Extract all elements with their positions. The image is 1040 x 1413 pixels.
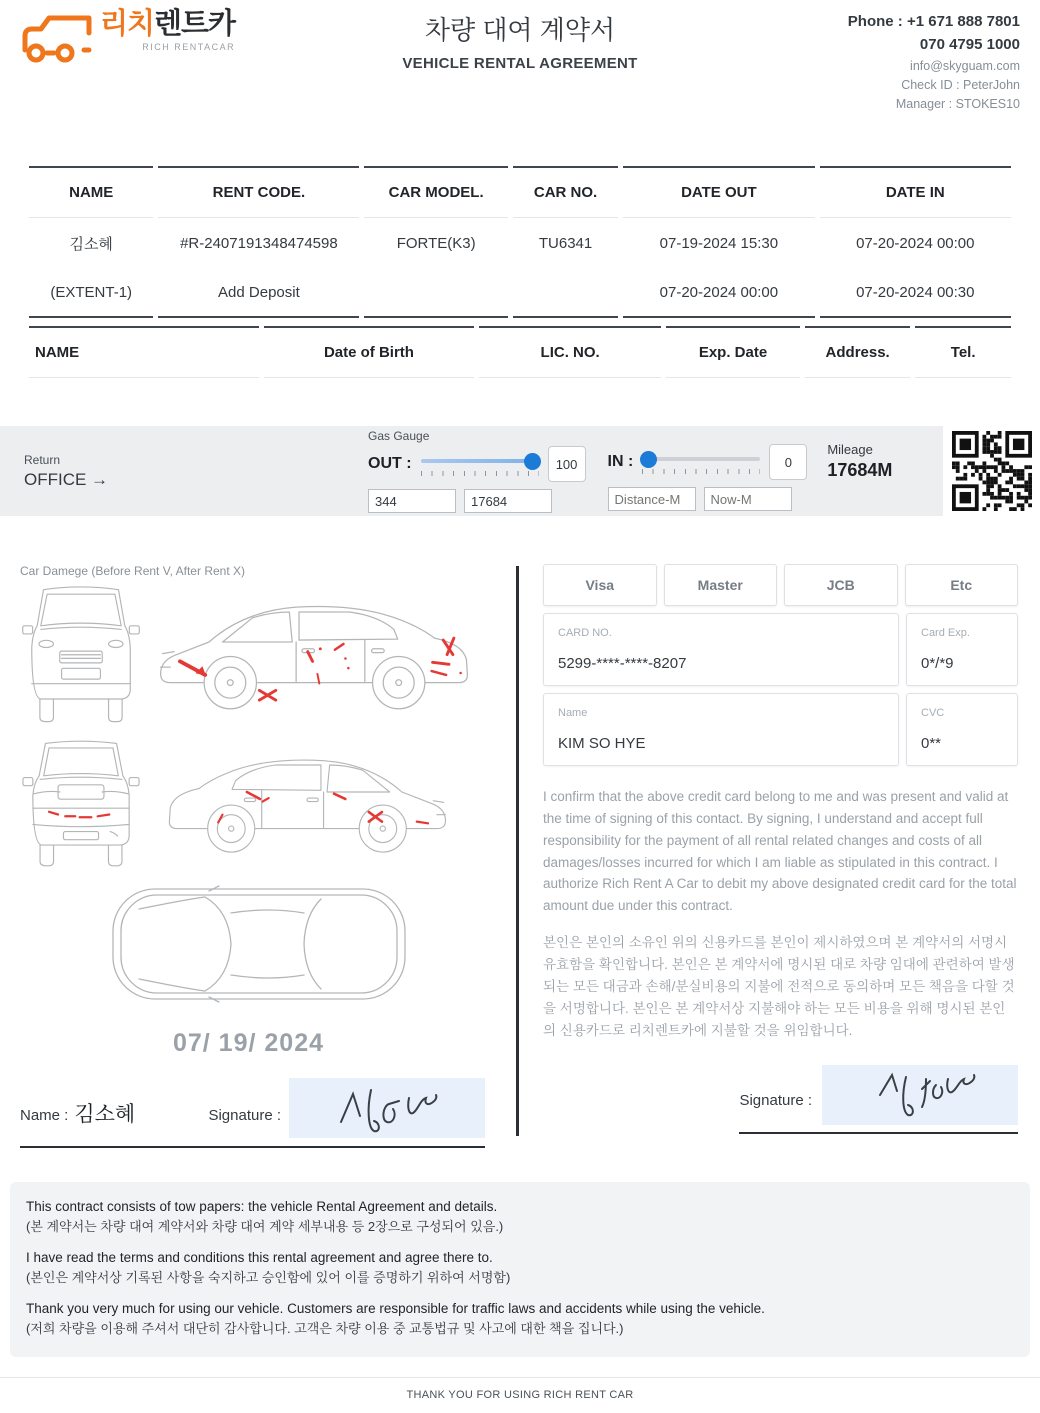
card-signature-label: Signature : [739,1092,812,1110]
phone-secondary: 070 4795 1000 [919,36,1020,54]
renter-signature-box[interactable] [289,1078,485,1138]
car-damage-label: Car Damege (Before Rent V, After Rent X) [20,564,245,578]
column-divider [516,566,519,1136]
card-exp-field[interactable] [906,613,1018,686]
card-cvc-field[interactable] [906,693,1018,766]
rental-table-header [29,166,1011,218]
phone-primary: Phone : +1 671 888 7801 [847,13,1020,30]
card-type-tabs [543,564,1018,606]
card-cvc-value: 0** [921,735,942,752]
company-logo [20,10,235,66]
card-signature-row [543,1065,1018,1134]
main-section [0,564,1040,1148]
cell-rent-code: #R-2407191348474598 [180,235,338,252]
tab-master[interactable]: Master [664,564,778,606]
cell-date-out-2: 07-20-2024 00:00 [623,269,814,318]
gauge-band [0,426,1040,516]
distance-field[interactable] [608,487,696,511]
term-3-korean: (저희 차량을 이용해 주셔서 대단히 감사합니다. 고객은 차량 이용 중 교통법규 및 사고에 대한 책을 집니다.) [26,1320,624,1336]
term-2 [26,1248,1014,1288]
card-number-field[interactable] [543,613,899,686]
term-2-korean: (본인은 계약서상 기록된 사항을 숙지하고 승인함에 있어 이를 증명하기 위하여 서명함) [26,1270,511,1285]
tab-visa[interactable]: Visa [543,564,657,606]
card-confirmation-korean: 본인은 본인의 소유인 위의 신용카드를 본인이 제시하였으며 본 계약서의 서명시 유효함을 확인합니다. 본인은 본 계약서에 명시된 대로 차량 임대에 관련하여 발생되는 모든 대금과 손해/분실비용의 지불에 전적으로 동의하며 모든 책음을 다할 것을 서명합니다. 본인은 본 계약서상 지불해야 하는 모든 비용을 위해 명시된 본인의 신용카드로 리치렌트카에 지불할 것을 위임합니다. [543,935,1015,1038]
gas-in-slider[interactable] [642,451,760,467]
car-front-diagram [20,582,142,732]
col-name: NAME [29,166,153,218]
card-signature-box[interactable] [822,1065,1018,1125]
gas-in-ticks [642,469,760,474]
col-car-no: CAR NO. [513,166,618,218]
gas-out-slider-handle[interactable] [524,453,541,470]
title-korean: 차량 대여 계약서 [424,15,616,45]
tab-jcb[interactable]: JCB [784,564,898,606]
col-rent-code: RENT CODE. [158,166,359,218]
cell-date-in-2: 07-20-2024 00:30 [820,269,1011,318]
col-date-out: DATE OUT [623,166,814,218]
cell-date-in: 07-20-2024 00:00 [856,235,975,252]
term-3 [26,1299,1014,1339]
rental-row-1 [29,218,1011,269]
card-confirmation-english: I confirm that the above credit card belong to me and was present and valid at the time of signing of this contact. By signing, I understand and accept full responsibility for the payment of all rental related changes and costs of all damages/losses incurred for which I am liable as stipulated in this contract. I authorize Rich Rent A Car to debit my above designated credit card for the total amount due under this contract. [543,789,1017,914]
now-field[interactable] [704,487,792,511]
renter-signature-row [20,1078,485,1148]
email: info@skyguam.com [910,58,1020,73]
renter-signature-image [289,1078,485,1138]
car-damage-section [0,564,497,1148]
cell-car-model: FORTE(K3) [396,235,476,252]
car-side-right-diagram [142,738,472,873]
gas-out-ticks [421,471,539,476]
gas-out-slider[interactable] [421,453,539,469]
damage-marks [49,812,109,817]
col-driver-name: NAME [29,326,259,378]
card-name-value: KIM SO HYE [558,735,646,752]
card-number-label: CARD NO. [558,627,612,639]
card-number-value: 5299-****-****-8207 [558,655,687,672]
cell-add-deposit: Add Deposit [158,269,359,318]
col-address: Address. [805,326,910,378]
col-tel: Tel. [915,326,1011,378]
driver-table [24,326,1016,412]
check-id: Check ID : PeterJohn [901,77,1020,92]
manager: Manager : STOKES10 [895,97,1020,112]
term-1-english: This contract consists of tow papers: the vehicle Rental Agreement and details. [26,1199,498,1214]
col-birth: Date of Birth [264,326,475,378]
mileage-value: 17684M [827,460,893,480]
gas-out-value[interactable]: 100 [548,446,586,482]
qr-code [943,426,1040,516]
car-side-left-diagram [142,582,487,732]
car-rear-diagram [20,738,142,873]
term-1 [26,1197,1014,1237]
out-label: OUT : [368,455,412,472]
terms-box [10,1182,1030,1357]
cell-car-no: TU6341 [538,235,593,252]
out-field-1[interactable] [368,489,456,513]
term-3-english: Thank you very much for using our vehicle. Customers are responsible for traffic laws and accidents while using the vehicle. [26,1300,765,1316]
card-exp-label: Card Exp. [921,627,970,639]
col-exp-date: Exp. Date [666,326,800,378]
signature-label: Signature : [208,1107,281,1124]
contact-info [848,10,1020,115]
tab-etc[interactable]: Etc [905,564,1019,606]
rental-table [24,166,1016,318]
return-label: Return [24,452,61,467]
card-name-field[interactable] [543,693,899,766]
gas-gauge-label: Gas Gauge [368,429,430,443]
office-label: OFFICE → [24,469,109,489]
renter-name: 김소혜 [74,1103,136,1126]
card-signature-image [822,1065,1018,1121]
cell-date-out: 07-19-2024 15:30 [659,235,779,252]
col-date-in: DATE IN [820,166,1011,218]
header [0,0,1040,112]
rental-row-2 [29,269,1011,318]
agreement-date: 07/ 19/ 2024 [172,1029,324,1057]
out-field-2[interactable] [464,489,552,513]
footer-thanks: THANK YOU FOR USING RICH RENT CAR [0,1377,1040,1413]
truck-logo-icon [20,10,94,66]
driver-table-header [29,326,1011,378]
col-lic-no: LIC. NO. [479,326,661,378]
in-label: IN : [607,453,634,470]
credit-card-section [543,564,1040,1148]
term-1-korean: (본 계약서는 차량 대여 계약서와 차량 대여 계약 세부내용 등 2장으로 구성되어 있음.) [26,1219,504,1235]
card-name-label: Name [558,707,588,719]
logo-title: 리치렌트카 [100,8,236,40]
mileage-label: Mileage [827,442,873,457]
driver-empty-row [29,378,1011,412]
logo-subtext: RICH RENTACAR [142,42,236,52]
car-top-diagram [109,883,409,1005]
cell-name: 김소혜 [69,236,113,253]
gas-in-slider-handle[interactable] [640,451,657,468]
name-label: Name : [20,1107,69,1124]
card-exp-value: 0*/*9 [921,655,954,672]
card-cvc-label: CVC [921,707,945,719]
term-2-english: I have read the terms and conditions this rental agreement and agree there to. [26,1249,493,1265]
title-english: VEHICLE RENTAL AGREEMENT [402,55,638,72]
gas-in-value[interactable]: 0 [769,444,807,480]
cell-extent: (EXTENT-1) [29,269,153,318]
col-car-model: CAR MODEL. [364,166,508,218]
